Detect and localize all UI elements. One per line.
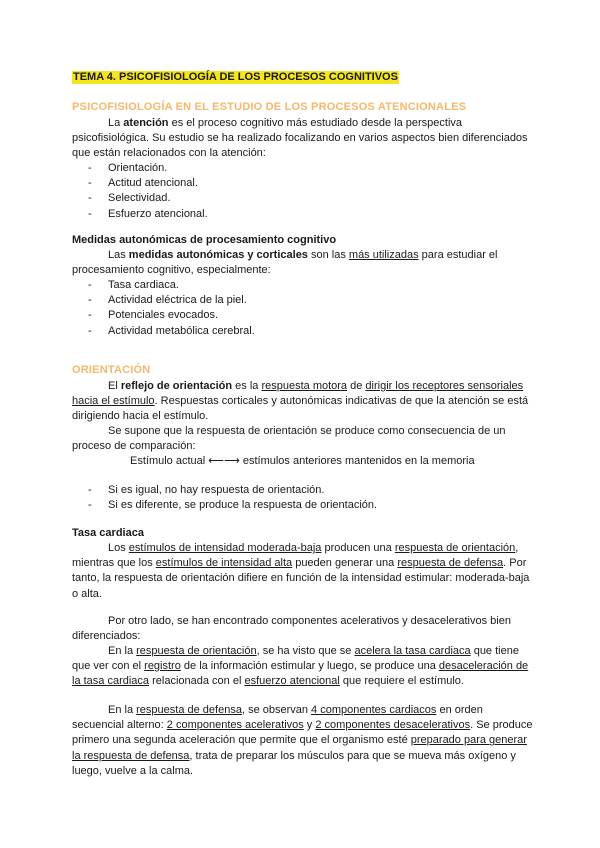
list-item: - Orientación.: [88, 161, 208, 176]
list-item: - Actitud atencional.: [88, 176, 208, 191]
list-item: - Potenciales evocados.: [88, 308, 255, 323]
paragraph-comparison: Se supone que la respuesta de orientación se produce como consecuencia de un proceso de comparación:: [72, 425, 506, 453]
paragraph-orientation-response: En la respuesta de orientación, se ha visto que se acelera la tasa cardiaca que tiene que ver con el registro de la información estimular y luego, se produce una desaceleración de la tasa cardiaca relacionada con el esfuerzo atencional que requiere el estímulo.: [72, 645, 529, 688]
list-item: - Tasa cardiaca.: [88, 278, 255, 293]
paragraph-attention: La atención es el proceso cognitivo más estudiado desde la perspectiva psicofisiológica. Su estudio se ha realizado focalizando en varios aspectos bien diferenciados que están relacionados con la atención:: [72, 117, 528, 160]
paragraph-components: Por otro lado, se han encontrado componentes acelerativos y desacelerativos bien diferenciados:: [72, 615, 511, 643]
list-item: - Actividad metabólica cerebral.: [88, 324, 255, 339]
comparison-formula: Estímulo actual ⟵⟶ estímulos anteriores mantenidos en la memoria: [130, 455, 475, 467]
list-item: - Si es diferente, se produce la respuesta de orientación.: [88, 498, 377, 513]
subheading-heart-rate: Tasa cardiaca: [72, 527, 144, 539]
list-item: - Selectividad.: [88, 191, 208, 206]
paragraph-defense-response: En la respuesta de defensa, se observan 4 componentes cardiacos en orden secuencial alterno: 2 componentes acelerativos y 2 componentes desacelerativos. Se produce primero una segunda aceleración que permite que el organismo esté preparado para generar la respuesta de defensa, trata de preparar los músculos para que se mueva más oxígeno y luego, vuelve a la calma.: [72, 704, 533, 777]
paragraph-orientation-reflex: El reflejo de orientación es la respuesta motora de dirigir los receptores sensoriales hacia el estímulo. Respuestas corticales y autonómicas indicativas de que la atención se está dirigiendo hacia el estímulo.: [72, 380, 529, 423]
section-heading-attention: PSICOFISIOLOGÍA EN EL ESTUDIO DE LOS PROCESOS ATENCIONALES: [72, 101, 467, 113]
section-heading-orientation: ORIENTACIÓN: [72, 364, 151, 376]
document-title: TEMA 4. PSICOFISIOLOGÍA DE LOS PROCESOS COGNITIVOS: [73, 71, 398, 83]
list-item: - Actividad eléctrica de la piel.: [88, 293, 255, 308]
list-item: - Esfuerzo atencional.: [88, 207, 208, 222]
list-attention-aspects: [88, 161, 208, 222]
subheading-autonomic-measures: Medidas autonómicas de procesamiento cognitivo: [72, 234, 337, 246]
list-item: - Si es igual, no hay respuesta de orientación.: [88, 483, 377, 498]
paragraph-measures: Las medidas autonómicas y corticales son las más utilizadas para estudiar el procesamiento cognitivo, especialmente:: [72, 249, 498, 277]
list-measures: [88, 278, 255, 339]
paragraph-stimulus-intensity: Los estímulos de intensidad moderada-baja producen una respuesta de orientación, mientras que los estímulos de intensidad alta pueden generar una respuesta de defensa. Por tanto, la respuesta de orientación difiere en función de la intensidad estimular: moderada-baja o alta.: [72, 542, 530, 600]
list-comparison-outcomes: [88, 483, 377, 513]
